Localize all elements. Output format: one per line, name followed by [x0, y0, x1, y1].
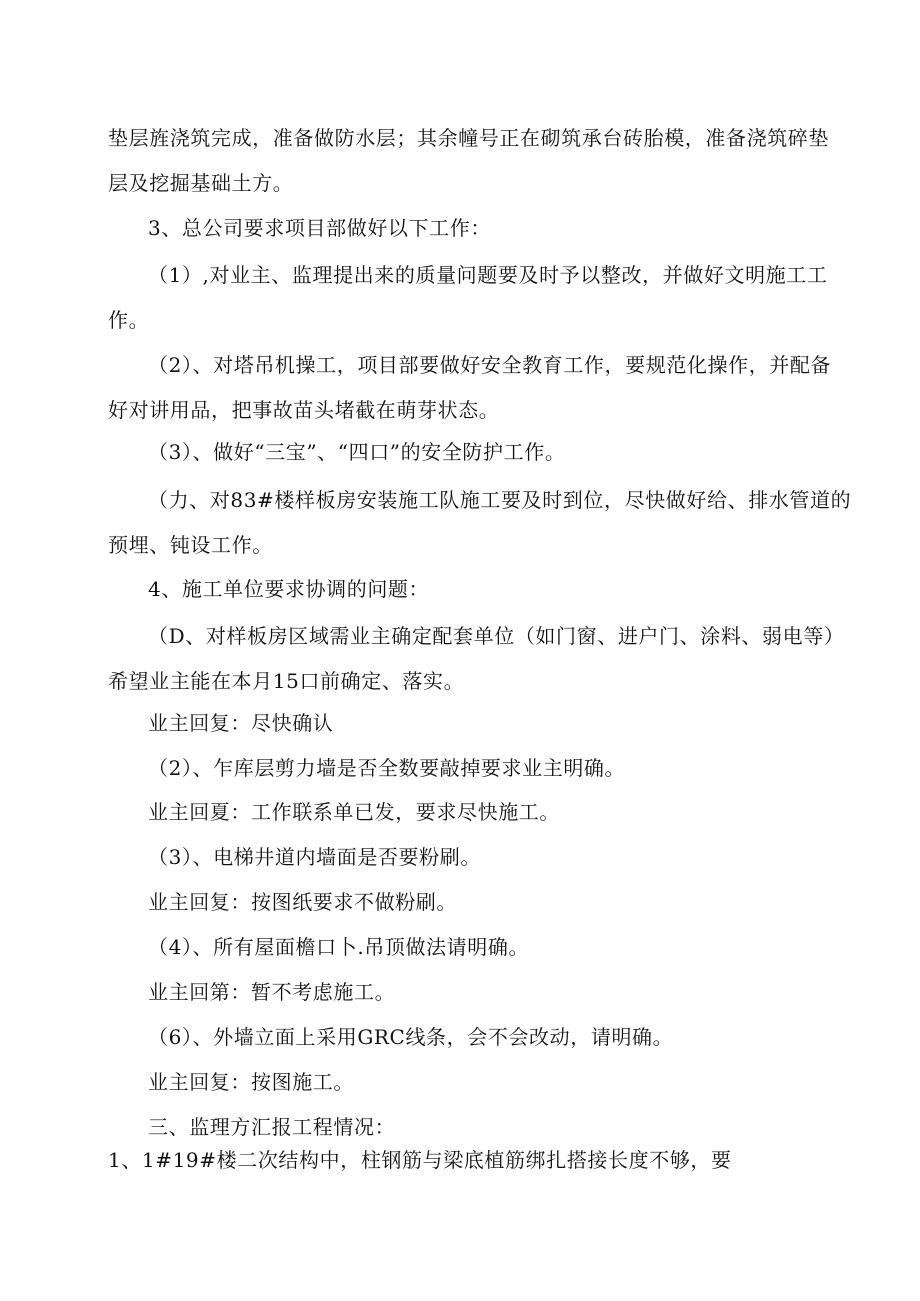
paragraph-item-rebar — [108, 1138, 824, 1183]
text-line: （3）、做好“三宝”、“四口”的安全防护工作。 — [148, 440, 566, 464]
text-line: 作。 — [108, 308, 150, 332]
paragraph-item-elevator-shaft — [148, 835, 824, 880]
text-line: （3）、电梯井道内墙面是否要粉刷。 — [148, 845, 481, 869]
paragraph-item-shear-wall — [148, 746, 824, 791]
paragraph-owner-reply-4 — [148, 970, 824, 1015]
text-line: 业主回复：尽快确认 — [148, 711, 334, 735]
paragraph-item-plumbing — [108, 478, 852, 568]
paragraph-item-roof-eaves — [148, 925, 824, 970]
text-line: 4、施工单位要求协调的问题： — [148, 577, 430, 601]
paragraph-item-safety — [148, 430, 824, 475]
paragraph-owner-reply-2 — [148, 790, 824, 835]
text-line: 三、监理方汇报工程情况： — [148, 1115, 396, 1139]
text-line: 预埋、钝设工作。 — [108, 533, 273, 557]
text-line: （2）、乍库层剪力墙是否全数要敲掉要求业主明确。 — [148, 756, 626, 780]
text-line: 好对讲用品，把事故苗头堵截在萌芽状态。 — [108, 398, 500, 422]
paragraph-item-grc — [148, 1015, 824, 1060]
paragraph-owner-reply-3 — [148, 880, 824, 925]
text-line: （4）、所有屋面檐口卜.吊顶做法请明确。 — [148, 935, 530, 959]
text-line: 层及挖掘基础土方。 — [108, 171, 294, 195]
paragraph-heading-coordination — [148, 567, 824, 612]
text-line: 业主回复：按图施工。 — [148, 1070, 354, 1094]
text-line: 业主回复：按图纸要求不做粉刷。 — [148, 890, 457, 914]
text-line: （力、对83#楼样板房安装施工队施工要及时到位，尽快做好给、排水管道的 — [148, 488, 852, 512]
text-line: 业主回夏：工作联系单已发，要求尽快施工。 — [148, 800, 560, 824]
paragraph-owner-reply-1 — [148, 701, 824, 746]
paragraph-item-quality — [108, 253, 828, 343]
paragraph-foundation-progress — [108, 116, 829, 206]
text-line: 3、总公司要求项目部做好以下工作： — [148, 216, 491, 240]
text-line: 希望业主能在本月15口前确定、落实。 — [108, 669, 465, 693]
paragraph-item-crane — [108, 343, 832, 433]
text-line: （D、对样板房区域需业主确定配套单位（如门窗、进户门、涂料、弱电等） — [148, 624, 845, 648]
paragraph-heading-company-requirements — [148, 206, 824, 251]
paragraph-owner-reply-5 — [148, 1060, 824, 1105]
text-line: （1）,对业主、监理提出来的质量问题要及时予以整改，并做好文明施工工 — [148, 263, 828, 287]
text-line: 1、1#19#楼二次结构中，柱钢筋与梁底植筋绑扎搭接长度不够，要 — [108, 1148, 732, 1172]
text-line: （6）、外墙立面上采用GRC线条，会不会改动，请明确。 — [148, 1025, 674, 1049]
text-line: 业主回第：暂不考虑施工。 — [148, 980, 396, 1004]
paragraph-item-sample-room — [108, 614, 845, 704]
text-line: 垫层旌浇筑完成，准备做防水层；其余幢号正在砌筑承台砖胎模，准备浇筑碎垫 — [108, 126, 829, 150]
text-line: （2）、对塔吊机操工，项目部要做好安全教育工作，要规范化操作，并配备 — [148, 353, 832, 377]
